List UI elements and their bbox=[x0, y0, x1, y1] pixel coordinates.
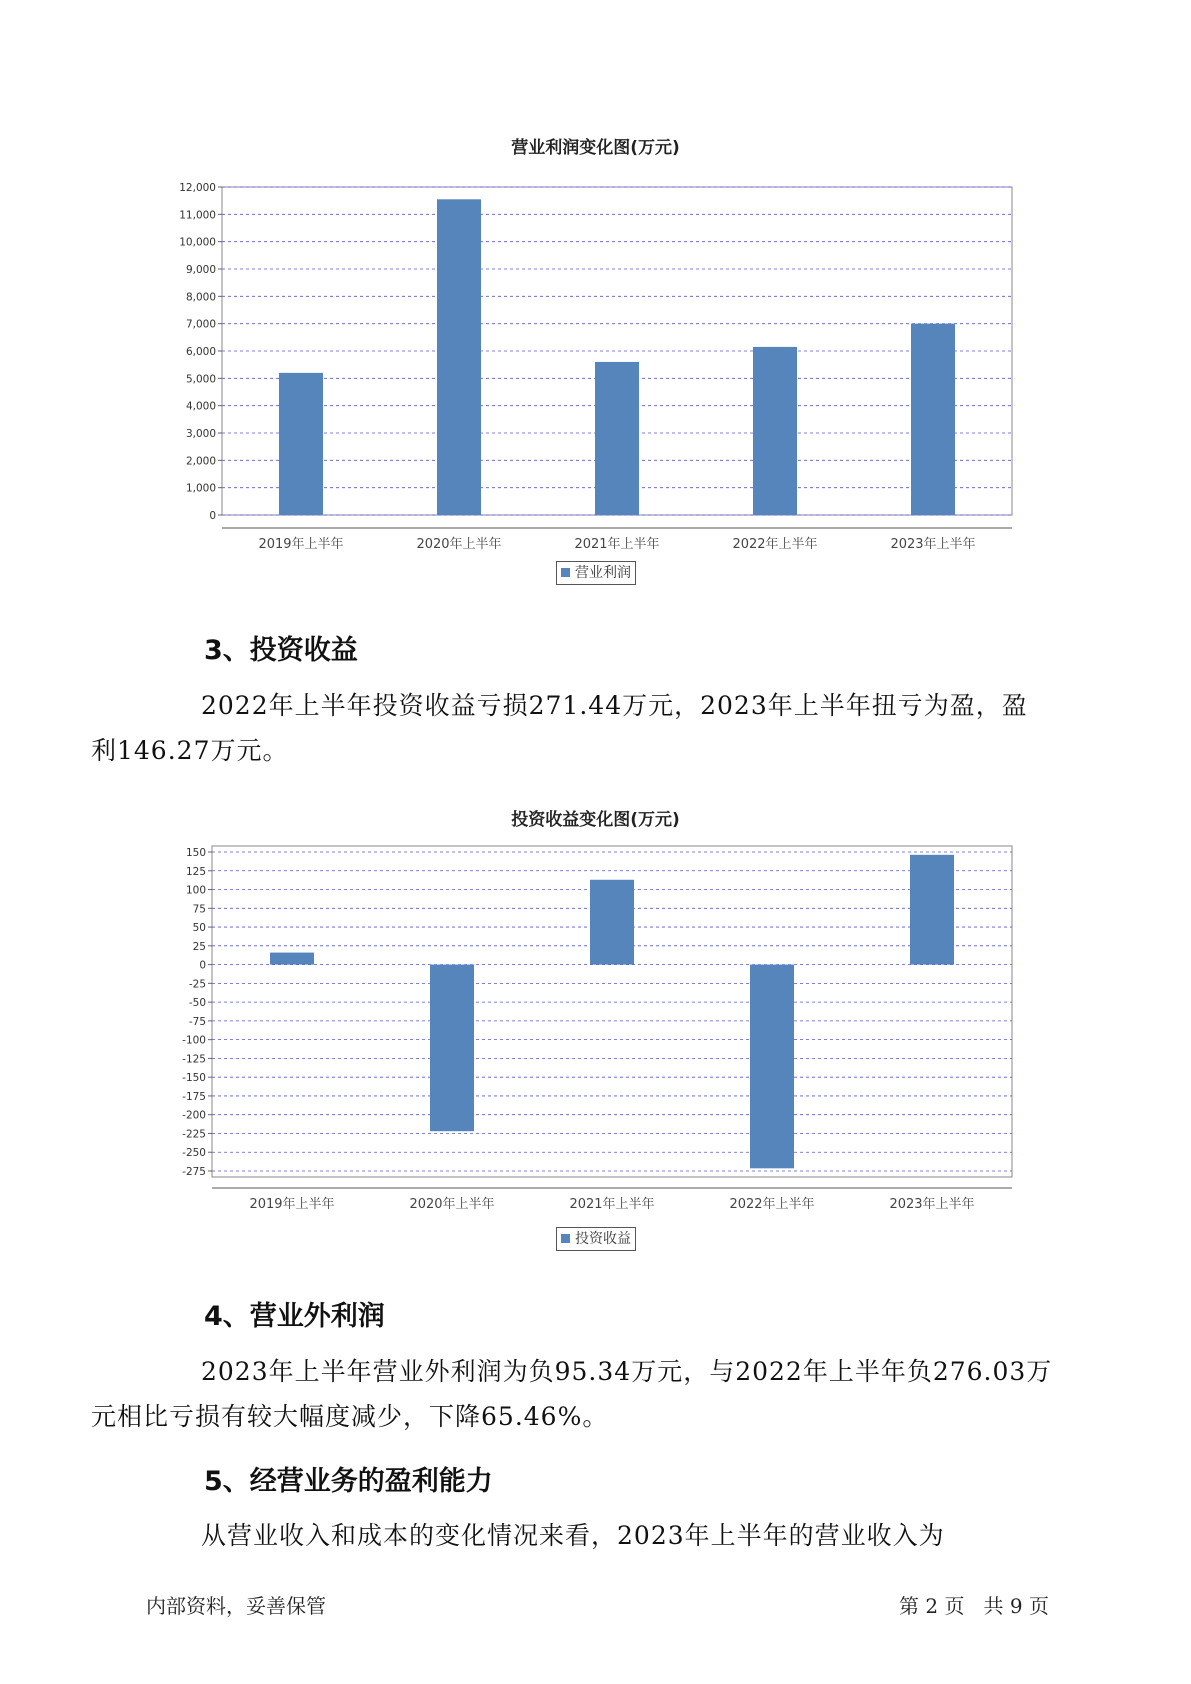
x-tick-label: 2019年上半年 bbox=[258, 537, 344, 552]
x-tick-label: 2021年上半年 bbox=[569, 1197, 655, 1212]
y-tick-label: 5,000 bbox=[185, 373, 216, 386]
section5-paragraph bbox=[146, 1513, 1066, 1558]
section4-paragraph bbox=[91, 1349, 1066, 1439]
section3-line2: 利146.27万元。 bbox=[91, 736, 289, 765]
y-tick-label: 8,000 bbox=[185, 291, 216, 304]
section3-heading: 3、投资收益 bbox=[204, 635, 358, 666]
y-tick-label: 10,000 bbox=[179, 236, 216, 249]
section4-line2: 元相比亏损有较大幅度减少，下降65.46%。 bbox=[91, 1402, 609, 1431]
y-tick-label: 125 bbox=[185, 865, 206, 878]
x-tick-label: 2023年上半年 bbox=[889, 1197, 975, 1212]
chart1-title: 营业利润变化图(万元) bbox=[511, 138, 680, 158]
footer-page-number: 第 2 页 共 9 页 bbox=[899, 1594, 1049, 1618]
y-tick-label: -225 bbox=[182, 1128, 206, 1141]
y-tick-label: -175 bbox=[182, 1090, 206, 1103]
y-tick-label: -275 bbox=[182, 1165, 206, 1178]
y-tick-label: -150 bbox=[182, 1072, 206, 1085]
y-tick-label: 25 bbox=[192, 940, 206, 953]
y-tick-label: -75 bbox=[188, 1015, 206, 1028]
section3-line1: 2022年上半年投资收益亏损271.44万元，2023年上半年扭亏为盈，盈 bbox=[201, 691, 1028, 720]
legend-swatch bbox=[561, 1234, 570, 1243]
y-tick-label: 2,000 bbox=[185, 455, 216, 468]
y-tick-label: -100 bbox=[182, 1034, 206, 1047]
y-tick-label: 7,000 bbox=[185, 318, 216, 331]
y-tick-label: 11,000 bbox=[179, 209, 216, 222]
section4-line1: 2023年上半年营业外利润为负95.34万元，与2022年上半年负276.03万 bbox=[201, 1357, 1053, 1386]
y-tick-label: 50 bbox=[192, 922, 206, 935]
section5-line1: 从营业收入和成本的变化情况来看，2023年上半年的营业收入为 bbox=[201, 1521, 945, 1550]
bar-2019年上半年 bbox=[270, 953, 314, 965]
chart2-title: 投资收益变化图(万元) bbox=[511, 810, 680, 830]
y-tick-label: 4,000 bbox=[185, 400, 216, 413]
y-tick-label: -125 bbox=[182, 1053, 206, 1066]
y-tick-label: 3,000 bbox=[185, 428, 216, 440]
chart2-legend-label: 投资收益 bbox=[575, 1231, 631, 1247]
y-tick-label: -200 bbox=[182, 1109, 206, 1122]
bar-2020年上半年 bbox=[430, 965, 474, 1132]
x-tick-label: 2021年上半年 bbox=[574, 537, 660, 552]
y-tick-label: -25 bbox=[188, 978, 206, 991]
bar-2022年上半年 bbox=[750, 965, 794, 1169]
x-tick-label: 2023年上半年 bbox=[890, 537, 976, 552]
y-tick-label: 0 bbox=[199, 959, 206, 972]
chart2-legend bbox=[556, 1227, 636, 1251]
x-tick-label: 2022年上半年 bbox=[732, 537, 818, 552]
y-tick-label: 1,000 bbox=[185, 482, 216, 495]
footer-confidential: 内部资料，妥善保管 bbox=[146, 1594, 326, 1618]
y-tick-label: 6,000 bbox=[185, 346, 216, 358]
x-tick-label: 2022年上半年 bbox=[729, 1197, 815, 1212]
x-tick-label: 2020年上半年 bbox=[409, 1197, 495, 1212]
chart1-legend-label: 营业利润 bbox=[575, 565, 631, 581]
y-tick-label: 12,000 bbox=[179, 182, 216, 194]
y-tick-label: -50 bbox=[188, 997, 206, 1010]
y-tick-label: 150 bbox=[185, 847, 206, 860]
y-tick-label: 0 bbox=[209, 510, 216, 522]
y-tick-label: -250 bbox=[182, 1147, 206, 1160]
x-tick-label: 2019年上半年 bbox=[249, 1197, 335, 1212]
y-tick-label: 75 bbox=[192, 903, 206, 916]
section4-heading: 4、营业外利润 bbox=[204, 1301, 385, 1332]
y-tick-label: 9,000 bbox=[185, 264, 216, 276]
y-tick-label: 100 bbox=[185, 884, 206, 897]
x-tick-label: 2020年上半年 bbox=[416, 537, 502, 552]
section5-heading: 5、经营业务的盈利能力 bbox=[204, 1466, 493, 1497]
bar-2023年上半年 bbox=[910, 855, 954, 965]
bar-2021年上半年 bbox=[590, 880, 634, 965]
